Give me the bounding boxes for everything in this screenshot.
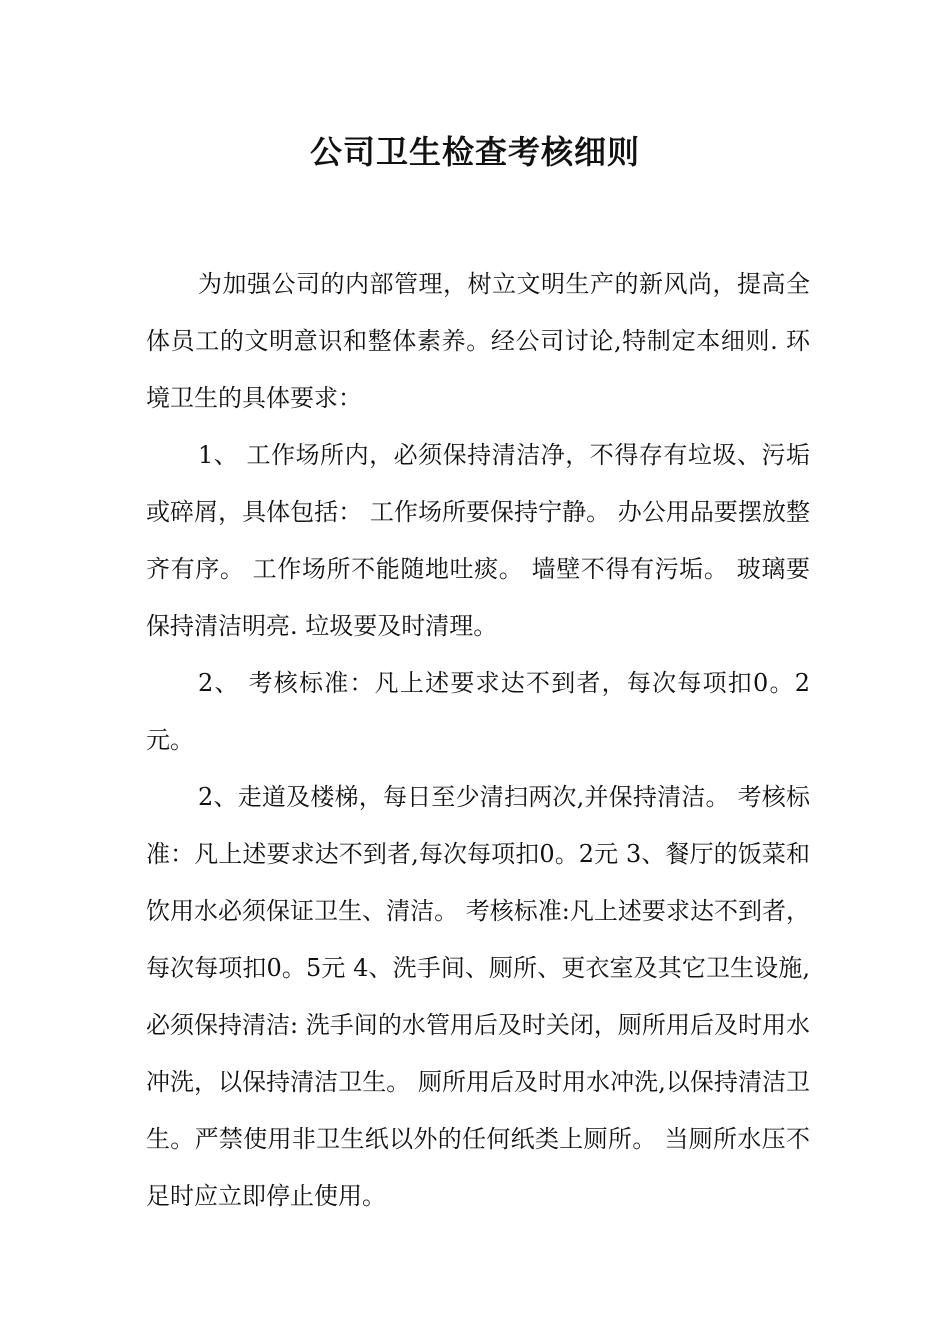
document-title: 公司卫生检查考核细则 — [309, 133, 640, 171]
paragraph-corridor-canteen-restroom: 2、走道及楼梯，每日至少清扫两次,并保持清洁。 考核标准：凡上述要求达不到者,每次每项扣0。2元 3、餐厅的饭菜和饮用水必须保证卫生、清洁。 考核标准:凡上述要求达不到者，每次每项扣0。5元 4、洗手间、厕所、更衣室及其它卫生设施,必须保持清洁: 洗手间的水管用后及时关闭，厕所用后及时用水冲洗，以保持清洁卫生。 厕所用后及时用水冲洗,以保持清洁卫生。严禁使用非卫生纸以外的任何纸类上厕所。 当厕所水压不足时应立即停止使用。 — [146, 783, 810, 1210]
paragraph-assessment-standard: 2、 考核标准：凡上述要求达不到者，每次每项扣0。2元。 — [146, 669, 810, 754]
paragraph-intro: 为加强公司的内部管理，树立文明生产的新风尚，提高全体员工的文明意识和整体素养。经公司讨论,特制定本细则. 环境卫生的具体要求： — [146, 270, 810, 412]
document-body — [146, 256, 810, 1225]
paragraph-workplace-requirements: 1、 工作场所内，必须保持清洁净，不得存有垃圾、污垢或碎屑，具体包括： 工作场所要保持宁静。 办公用品要摆放整齐有序。 工作场所不能随地吐痰。 墙壁不得有污垢。 玻璃要保持清洁明亮. 垃圾要及时清理。 — [146, 441, 810, 640]
